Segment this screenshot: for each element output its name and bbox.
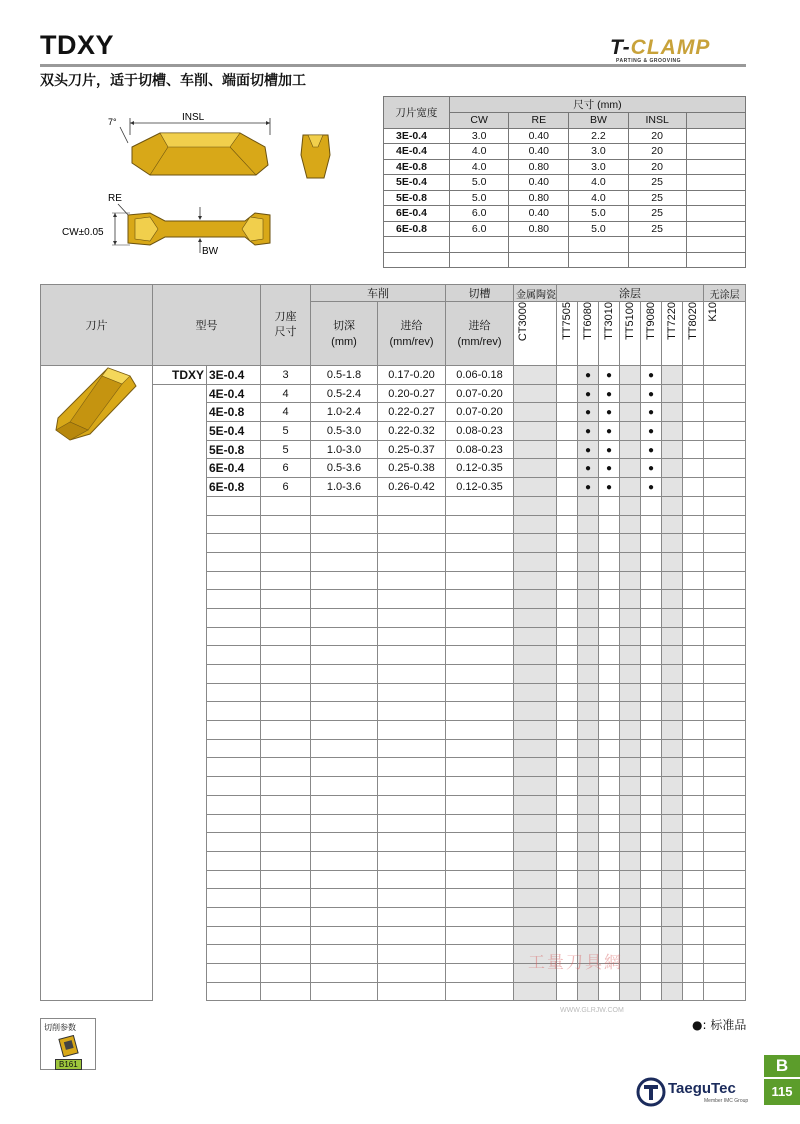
table-row: 4E-0.4 4 0.5-2.4 0.20-0.27 0.07-0.20 ● ● ●: [41, 384, 746, 403]
dim-row: 5E-0.4 5.0 0.40 4.0 25: [384, 175, 746, 191]
taegutec-logo-icon: [636, 1077, 666, 1107]
standard-dot-icon: ●: [605, 463, 613, 475]
table-row: 6E-0.4 6 0.5-3.6 0.25-0.38 0.12-0.35 ● ● ●: [41, 459, 746, 478]
dim-row: 4E-0.4 4.0 0.40 3.0 20: [384, 144, 746, 160]
header-seat: 刀座 尺寸: [261, 285, 311, 366]
page-subtitle: 双头刀片，适于切槽、车削、端面切槽加工: [40, 73, 306, 89]
standard-dot-icon: ●: [584, 444, 592, 456]
table-row: 6E-0.8 6 1.0-3.6 0.26-0.42 0.12-0.35 ● ● ●: [41, 478, 746, 497]
legend-standard: ●: 标准品: [692, 1018, 747, 1032]
dim-row: 4E-0.8 4.0 0.80 3.0 20: [384, 159, 746, 175]
bw-label: BW: [202, 246, 219, 257]
brand-sub: Member IMC Group: [704, 1098, 749, 1104]
dim-row-empty: [384, 237, 746, 253]
standard-dot-icon: ●: [605, 444, 613, 456]
dim-row-empty: [384, 252, 746, 268]
table-row: 5E-0.4 5 0.5-3.0 0.22-0.32 0.08-0.23 ● ● ●: [41, 422, 746, 441]
header-turning: 车削: [311, 285, 446, 302]
main-table: 刀片 型号 刀座 尺寸 车削 切槽 金属陶瓷 涂层 无涂层 切深 (mm) 进给 (mm/rev) 进给 (mm/rev) CT3000 TT7505 TT6080 TT3010 TT5100 TT9080 TT7220 TT8020 K10 TDXY 3E-0.4 3 0.5-1.8 0.17-0.20 0.06-0.18 ● ● ● 4E-0.4 4 0.5-2.4 0.20-0.27 0.07-0.20 ● ● ● 4E-0.8 4 1.0-2.4 0.22-0.27 0.07-0.20 ● ● ● 5E-0.4 5 0.5-3.0 0.22-0.32 0.08-0.23 ● ● ● 5E-0.8 5 1.0-3.0 0.25-0.37 0.08-0.23 ● ● ● 6E-0.4 6 0.5-3.6 0.25-0.38 0.12-0.35 ● ● ● 6E-0.8 6 1.0-3.6 0.26-0.42 0.12-0.35 ● ● ●: [40, 284, 746, 1001]
header-coated: 涂层: [557, 285, 704, 302]
standard-dot-icon: ●: [605, 369, 613, 381]
section-tab: B: [764, 1055, 800, 1077]
dim-row: 3E-0.4 3.0 0.40 2.2 20: [384, 128, 746, 144]
standard-dot-icon: ●: [584, 388, 592, 400]
standard-dot-icon: ●: [584, 463, 592, 475]
standard-dot-icon: ●: [647, 425, 655, 437]
dim-header-size: 尺寸 (mm): [449, 97, 745, 113]
standard-dot-icon: ●: [584, 481, 592, 493]
watermark: 工量刀具網: [528, 953, 623, 973]
standard-dot-icon: ●: [584, 425, 592, 437]
standard-dot-icon: ●: [605, 407, 613, 419]
table-row: 5E-0.8 5 1.0-3.0 0.25-0.37 0.08-0.23 ● ● ●: [41, 440, 746, 459]
book-icon: [58, 1035, 80, 1057]
table-row: TDXY 3E-0.4 3 0.5-1.8 0.17-0.20 0.06-0.18 ● ● ●: [41, 366, 746, 385]
t-clamp-logo: T-CLAMP PARTING & GROOVING: [610, 36, 711, 64]
grade-ct3000: CT3000: [517, 302, 529, 342]
insl-label: INSL: [182, 112, 205, 123]
dim-row: 5E-0.8 5.0 0.80 4.0 25: [384, 190, 746, 206]
standard-dot-icon: ●: [647, 481, 655, 493]
title-rule: [40, 64, 746, 67]
header-grooving: 切槽: [446, 285, 514, 302]
cw-label: CW±0.05: [62, 227, 104, 238]
cutting-data-reference[interactable]: 切削参数 B161: [40, 1018, 96, 1070]
header-uncoated: 无涂层: [704, 285, 746, 302]
standard-dot-icon: ●: [647, 463, 655, 475]
standard-dot-icon: ●: [605, 481, 613, 493]
re-label: RE: [108, 193, 122, 204]
table-row: 4E-0.8 4 1.0-2.4 0.22-0.27 0.07-0.20 ● ● ●: [41, 403, 746, 422]
page-number: 115: [764, 1079, 800, 1105]
insert-product-image: [50, 360, 140, 445]
header-model: 型号: [153, 285, 261, 366]
standard-dot-icon: ●: [584, 369, 592, 381]
dim-header-insert-width: 刀片宽度: [384, 97, 450, 129]
standard-dot-icon: ●: [605, 388, 613, 400]
dimension-table: 刀片宽度 尺寸 (mm) CW RE BW INSL 3E-0.4 3.0 0.40 2.2 20 4E-0.4 4.0 0.40 3.0 20 4E-0.8 4.0 0.80 3.0 20 5E-0.4 5.0 0.40 4.0 25 5E-0.8 5.0 0.80 4.0 25 6E-0.4 6.0 0.40 5.0 25 6E-0.8 6.0 0.80 5.0 25: [383, 96, 746, 268]
page-title: TDXY: [40, 30, 115, 60]
angle-label: 7°: [108, 117, 117, 127]
dim-row: 6E-0.4 6.0 0.40 5.0 25: [384, 206, 746, 222]
dim-row: 6E-0.8 6.0 0.80 5.0 25: [384, 221, 746, 237]
standard-dot-icon: ●: [605, 425, 613, 437]
standard-dot-icon: ●: [647, 407, 655, 419]
header-insert: 刀片: [41, 285, 153, 366]
standard-dot-icon: ●: [584, 407, 592, 419]
standard-dot-icon: ●: [647, 388, 655, 400]
standard-dot-icon: ●: [647, 369, 655, 381]
watermark-url: WWW.GLRJW.COM: [560, 1007, 624, 1014]
standard-dot-icon: ●: [647, 444, 655, 456]
insert-drawing: [60, 105, 360, 270]
cut-code: B161: [55, 1059, 82, 1070]
header-cermet: 金属陶瓷: [514, 285, 557, 302]
brand-name: TaeguTec: [668, 1080, 736, 1097]
